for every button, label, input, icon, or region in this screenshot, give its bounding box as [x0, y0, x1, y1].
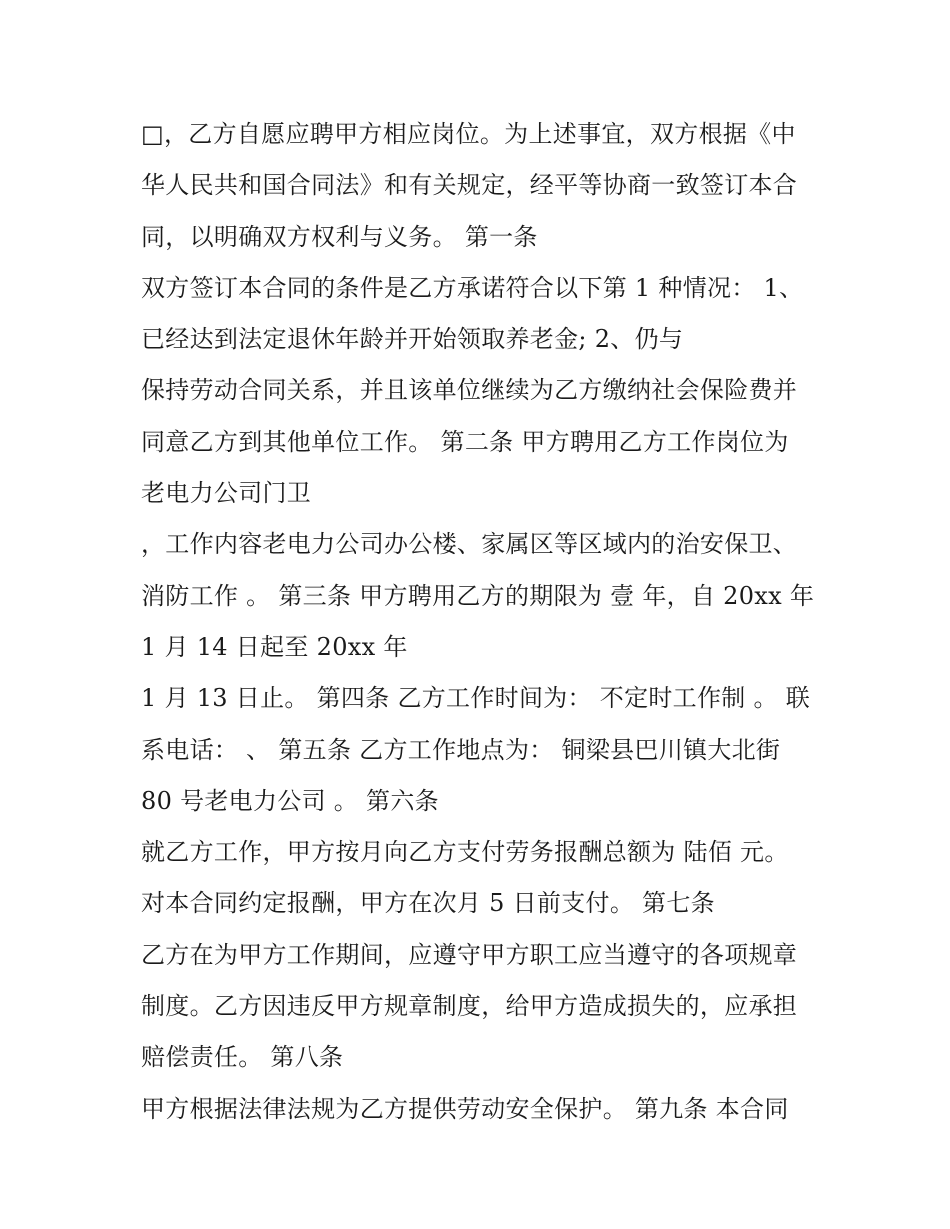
text-line: 对本合同约定报酬，甲方在次月 5 日前支付。 第七条 — [141, 889, 715, 918]
text-line: 制度。乙方因违反甲方规章制度，给甲方造成损失的，应承担 — [141, 992, 798, 1021]
text-line: 双方签订本合同的条件是乙方承诺符合以下第 1 种情况： 1、 — [141, 273, 804, 302]
text-line: 乙方在为甲方工作期间，应遵守甲方职工应当遵守的各项规章 — [141, 940, 798, 969]
text-line: 老电力公司门卫 — [141, 479, 312, 508]
contract-body-text — [141, 109, 821, 1135]
text-line: 保持劳动合同关系，并且该单位继续为乙方缴纳社会保险费并 — [141, 376, 798, 405]
text-line: 1 月 14 日起至 20xx 年 — [141, 632, 408, 661]
text-line: 同意乙方到其他单位工作。 第二条 甲方聘用乙方工作岗位为 — [141, 427, 789, 456]
text-line: 就乙方工作，甲方按月向乙方支付劳务报酬总额为 陆佰 元。 — [141, 838, 789, 867]
text-line: ，工作内容老电力公司办公楼、家属区等区域内的治安保卫、 — [141, 530, 798, 559]
text-line: □，乙方自愿应聘甲方相应岗位。为上述事宜，双方根据《中 — [141, 120, 796, 148]
text-line: 赔偿责任。 第八条 — [141, 1043, 344, 1072]
text-line: 80 号老电力公司 。 第六条 — [141, 786, 439, 815]
text-line: 华人民共和国合同法》和有关规定，经平等协商一致签订本合 — [141, 171, 798, 200]
text-line: 消防工作 。 第三条 甲方聘用乙方的期限为 壹 年，自 20xx 年 — [141, 581, 815, 610]
text-line: 1 月 13 日止。 第四条 乙方工作时间为： 不定时工作制 。 联 — [141, 684, 811, 713]
text-line: 同，以明确双方权利与义务。 第一条 — [141, 222, 538, 251]
text-line: 系电话： 、 第五条 乙方工作地点为： 铜梁县巴川镇大北街 — [141, 735, 781, 764]
text-line: 甲方根据法律法规为乙方提供劳动安全保护。 第九条 本合同 — [141, 1094, 789, 1123]
text-line: 已经达到法定退休年龄并开始领取养老金; 2、仍与 — [141, 325, 684, 354]
